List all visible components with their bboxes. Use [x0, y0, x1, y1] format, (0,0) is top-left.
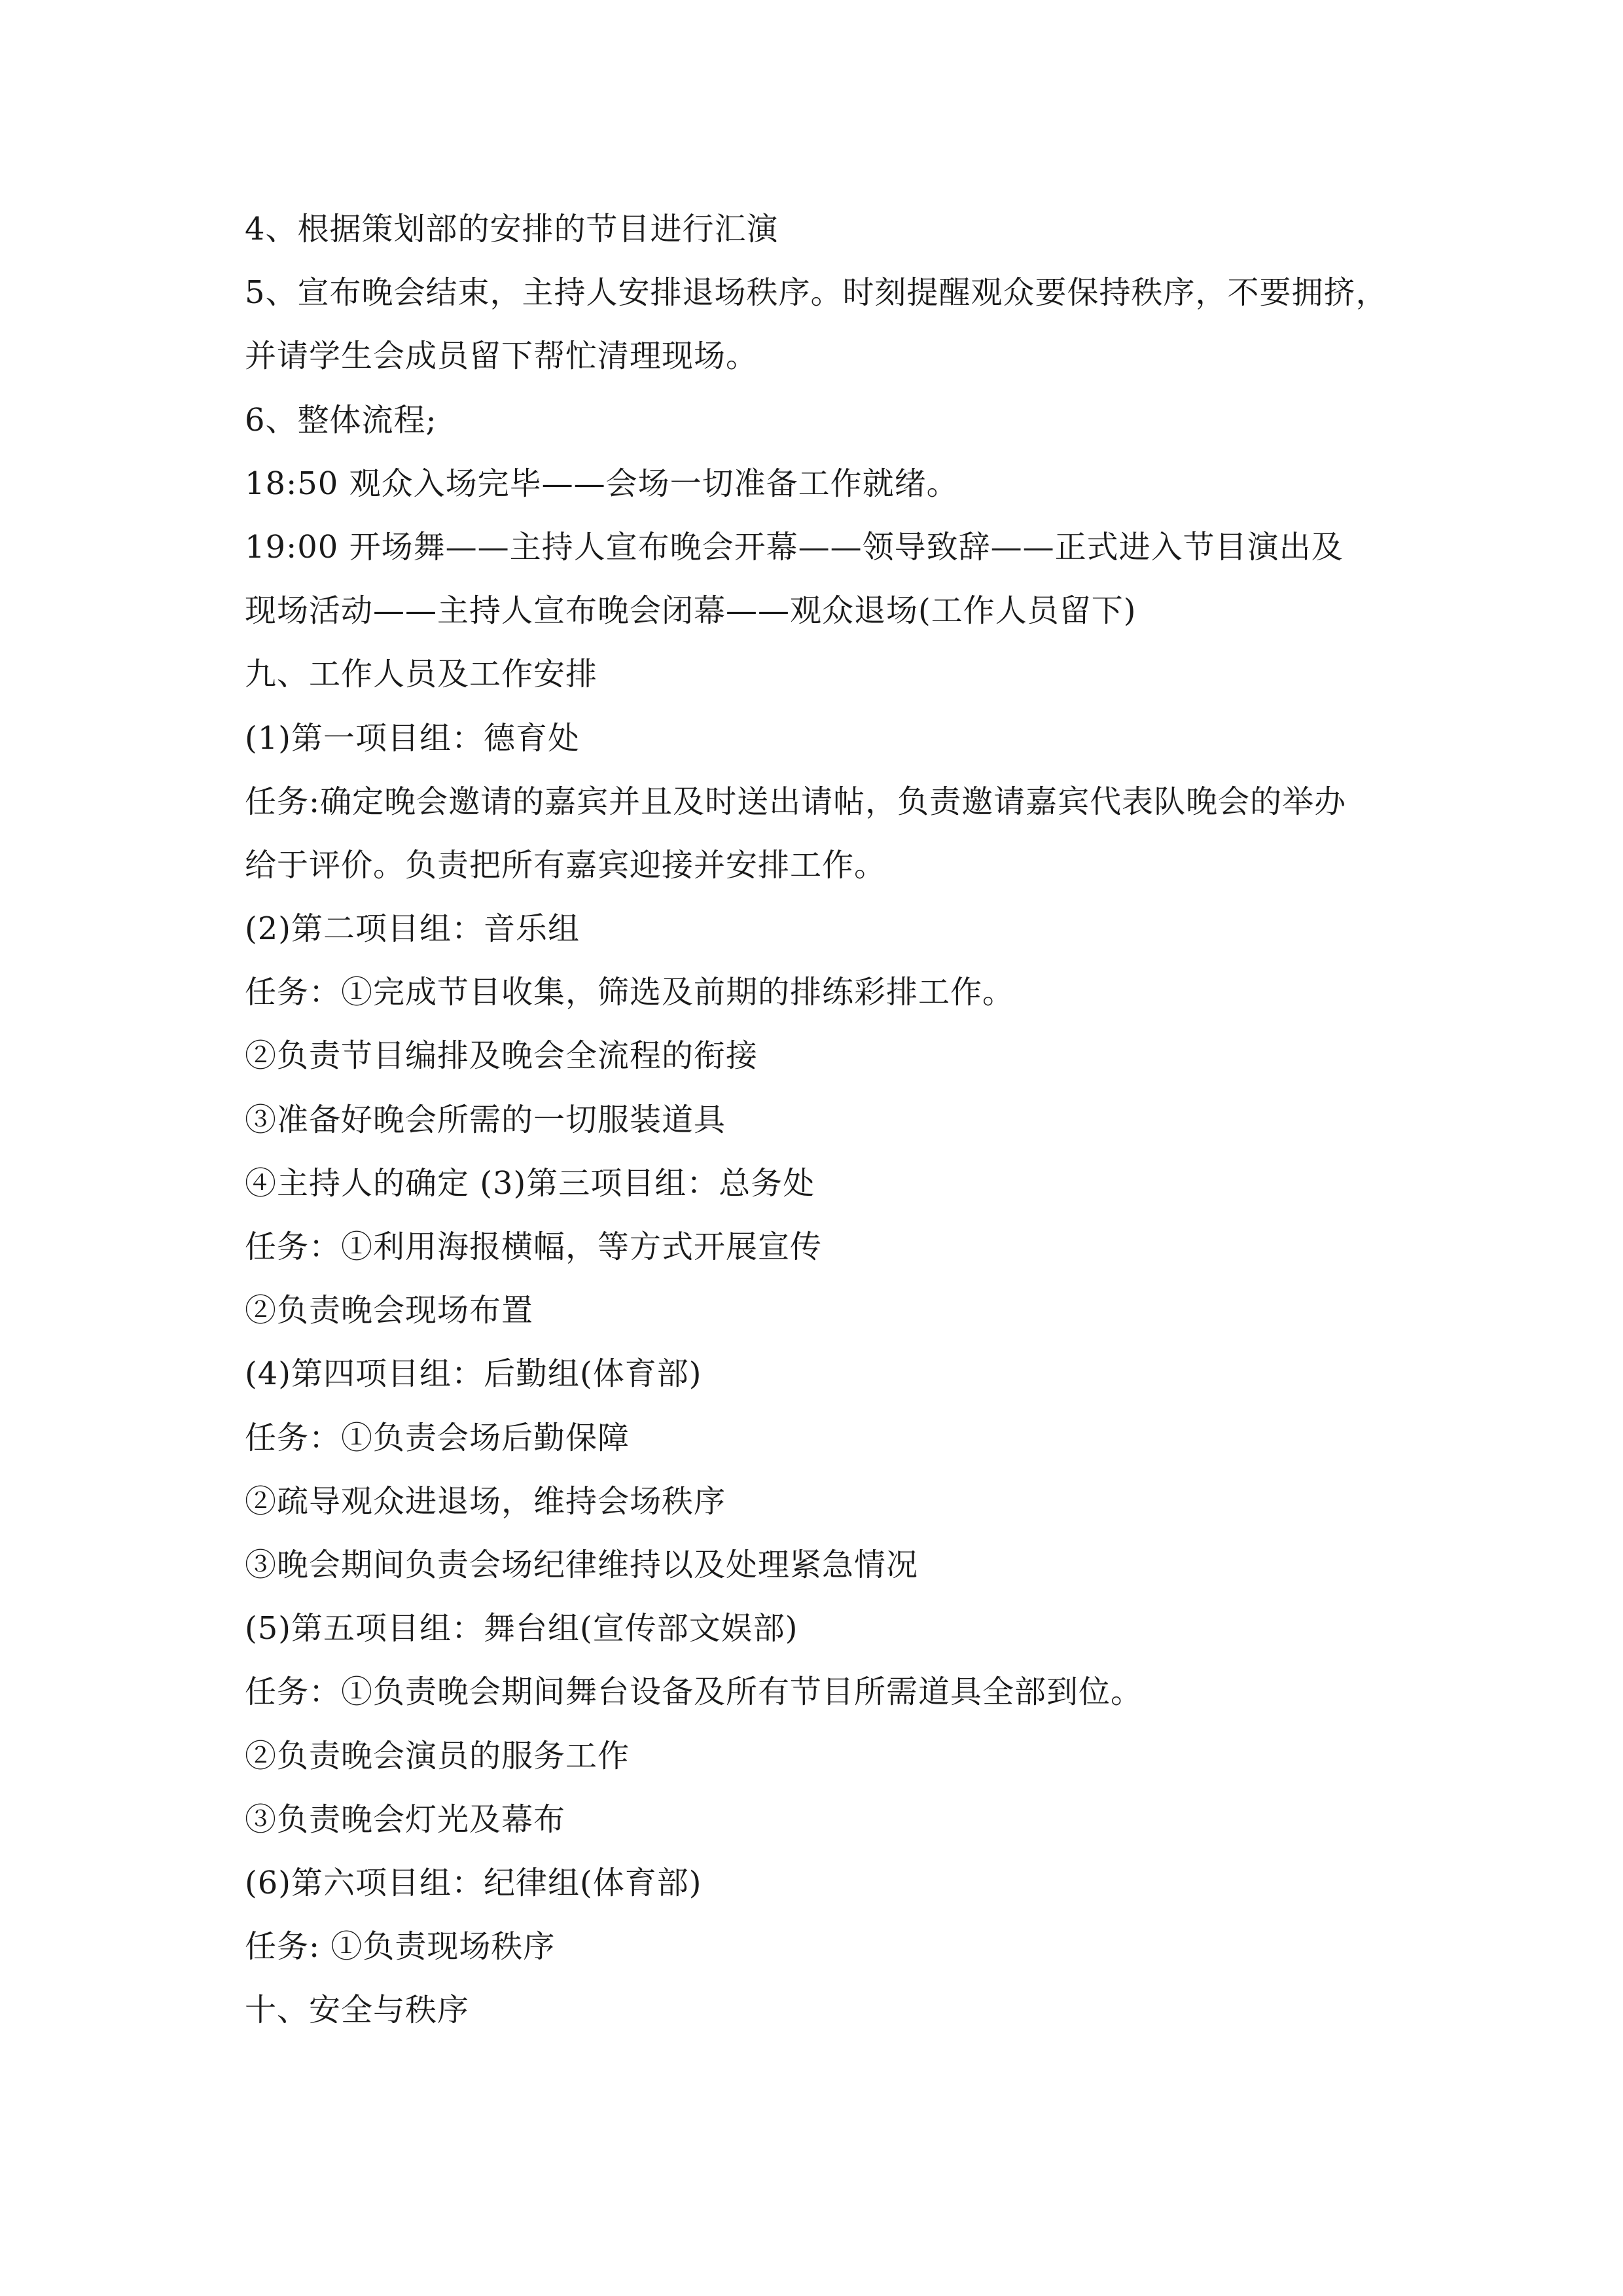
text-line: 任务：①负责晚会期间舞台设备及所有节目所需道具全部到位。: [245, 1674, 1143, 1711]
section-heading: 九、工作人员及工作安排: [245, 656, 598, 693]
text-line: 6、整体流程;: [245, 401, 437, 439]
text-line: ③晚会期间负责会场纪律维持以及处理紧急情况: [245, 1546, 919, 1583]
text-line: 5、宣布晚会结束，主持人安排退场秩序。时刻提醒观众要保持秩序，不要拥挤，: [245, 274, 1388, 312]
text-line: 给于评价。负责把所有嘉宾迎接并安排工作。: [245, 846, 887, 884]
text-line: ②负责晚会演员的服务工作: [245, 1737, 630, 1774]
text-line: ②负责节目编排及晚会全流程的衔接: [245, 1037, 758, 1075]
text-line: (5)第五项目组：舞台组(宣传部文娱部): [245, 1610, 798, 1647]
text-line: (1)第一项目组：德育处: [245, 719, 580, 757]
text-line: ④主持人的确定 (3)第三项目组：总务处: [245, 1164, 815, 1202]
text-line: 任务: ①负责现场秩序: [245, 1928, 556, 1965]
text-line: 任务：①完成节目收集，筛选及前期的排练彩排工作。: [245, 974, 1015, 1011]
text-line: (6)第六项目组：纪律组(体育部): [245, 1864, 702, 1901]
text-line: ③准备好晚会所需的一切服装道具: [245, 1101, 726, 1138]
text-line: (2)第二项目组：音乐组: [245, 910, 580, 948]
text-line: ②负责晚会现场布置: [245, 1292, 534, 1329]
text-line: 任务:确定晚会邀请的嘉宾并且及时送出请帖，负责邀请嘉宾代表队晚会的举办: [245, 783, 1347, 820]
text-line: 18:50 观众入场完毕——会场一切准备工作就绪。: [245, 465, 959, 502]
text-line: 任务：①负责会场后勤保障: [245, 1419, 630, 1456]
text-line: 19:00 开场舞——主持人宣布晚会开幕——领导致辞——正式进入节目演出及: [245, 528, 1344, 565]
text-line: 并请学生会成员留下帮忙清理现场。: [245, 338, 758, 375]
text-line: ③负责晚会灯光及幕布: [245, 1801, 566, 1838]
document-body: [245, 198, 1410, 2042]
text-line: (4)第四项目组：后勤组(体育部): [245, 1355, 702, 1393]
text-line: 4、根据策划部的安排的节目进行汇演: [245, 211, 779, 247]
text-line: ②疏导观众进退场，维持会场秩序: [245, 1482, 726, 1520]
text-line: 任务：①利用海报横幅，等方式开展宣传: [245, 1229, 823, 1265]
section-heading: 十、安全与秩序: [245, 1992, 470, 2029]
text-line: 现场活动——主持人宣布晚会闭幕——观众退场(工作人员留下): [245, 592, 1137, 630]
